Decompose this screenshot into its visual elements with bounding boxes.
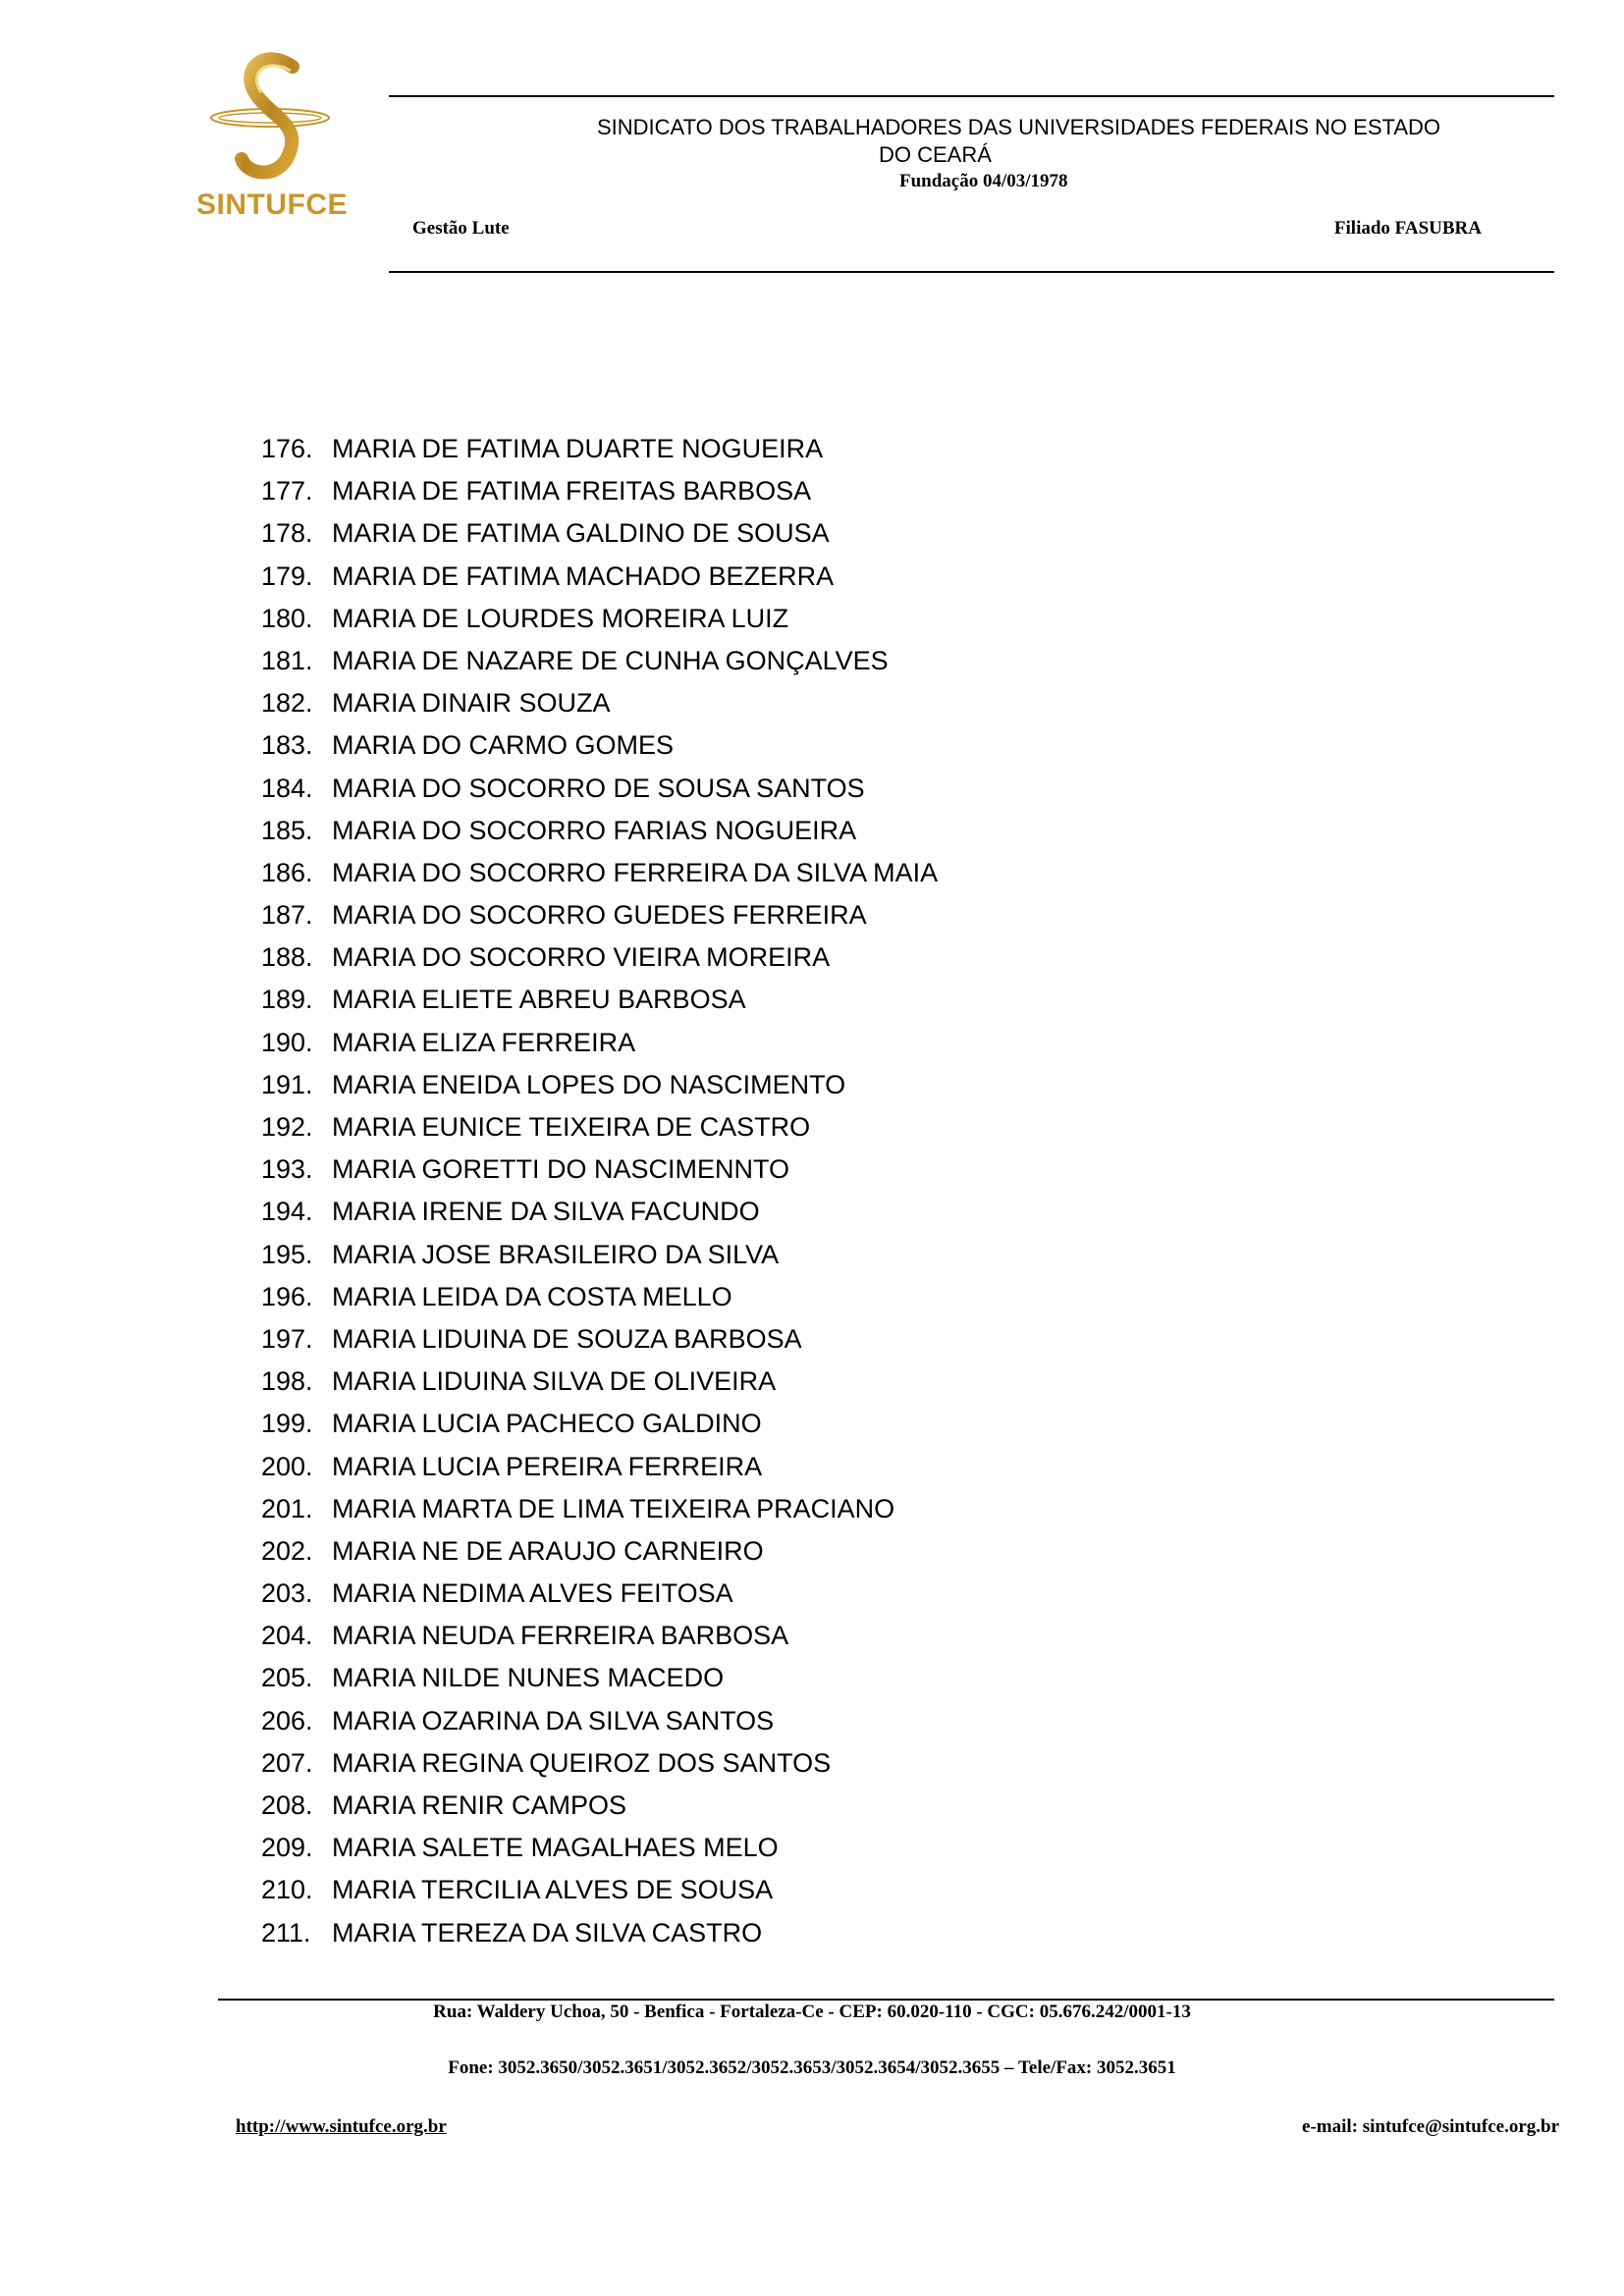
list-item-number: 204.: [261, 1621, 313, 1651]
list-item-name: MARIA LEIDA DA COSTA MELLO: [332, 1281, 732, 1311]
list-item: [261, 598, 938, 640]
list-item-number: 177.: [261, 476, 313, 507]
list-item-number: 211.: [261, 1917, 311, 1948]
list-item-name: MARIA LIDUINA DE SOUZA BARBOSA: [332, 1323, 802, 1354]
list-item-number: 187.: [261, 900, 313, 931]
footer-address: Rua: Waldery Uchoa, 50 - Benfica - Fortaleza-Ce - CEP: 60.020-110 - CGC: 05.676.242/0001-13: [433, 2002, 1191, 2022]
list-item: [261, 810, 938, 852]
list-item-number: 192.: [261, 1112, 313, 1142]
list-item: [261, 1869, 938, 1911]
list-item-name: MARIA NEUDA FERREIRA BARBOSA: [332, 1621, 789, 1651]
founded-date: Fundação 04/03/1978: [899, 171, 1068, 191]
list-item: [261, 1657, 938, 1699]
list-item-number: 199.: [261, 1409, 313, 1439]
list-item-number: 186.: [261, 857, 313, 887]
list-item: [261, 1573, 938, 1615]
list-item-name: MARIA GORETTI DO NASCIMENNTO: [332, 1154, 790, 1185]
list-item-name: MARIA DE FATIMA MACHADO BEZERRA: [332, 561, 835, 591]
list-item-name: MARIA TEREZA DA SILVA CASTRO: [332, 1917, 763, 1948]
list-item: [261, 1446, 938, 1488]
list-item: [261, 894, 938, 936]
list-item-name: MARIA ELIZA FERREIRA: [332, 1027, 636, 1057]
list-item-number: 196.: [261, 1281, 313, 1311]
list-item-number: 202.: [261, 1535, 313, 1566]
list-item-name: MARIA MARTA DE LIMA TEIXEIRA PRACIANO: [332, 1493, 895, 1523]
list-item: [261, 768, 938, 810]
list-item-number: 194.: [261, 1197, 313, 1227]
list-item-name: MARIA OZARINA DA SILVA SANTOS: [332, 1705, 775, 1735]
list-item-name: MARIA DO SOCORRO GUEDES FERREIRA: [332, 900, 867, 931]
footer-rule: [218, 1999, 1554, 2001]
list-item-name: MARIA LIDUINA SILVA DE OLIVEIRA: [332, 1366, 777, 1397]
list-item: [261, 1700, 938, 1742]
org-name-line2: DO CEARÁ: [879, 142, 992, 167]
list-item-number: 206.: [261, 1705, 313, 1735]
logo-s-emblem-icon: [196, 49, 344, 187]
list-item: [261, 1361, 938, 1403]
list-item: [261, 1615, 938, 1657]
list-item: [261, 1318, 938, 1361]
list-item: [261, 556, 938, 598]
list-item: [261, 640, 938, 682]
list-item-name: MARIA NILDE NUNES MACEDO: [332, 1663, 725, 1693]
list-item-number: 188.: [261, 942, 313, 973]
list-item-number: 181.: [261, 645, 313, 675]
list-item-name: MARIA NE DE ARAUJO CARNEIRO: [332, 1535, 764, 1566]
list-item-number: 182.: [261, 688, 313, 719]
list-item: [261, 1148, 938, 1191]
list-item-name: MARIA ENEIDA LOPES DO NASCIMENTO: [332, 1069, 846, 1099]
list-item-name: MARIA TERCILIA ALVES DE SOUSA: [332, 1875, 774, 1905]
list-item-name: MARIA DE NAZARE DE CUNHA GONÇALVES: [332, 645, 889, 675]
list-item-name: MARIA SALETE MAGALHAES MELO: [332, 1833, 779, 1863]
logo-wordmark: SINTUFCE: [196, 188, 348, 221]
list-item: [261, 1530, 938, 1573]
list-item-name: MARIA DO SOCORRO FARIAS NOGUEIRA: [332, 815, 857, 845]
list-item-number: 205.: [261, 1663, 313, 1693]
list-item: [261, 1403, 938, 1445]
list-item-number: 184.: [261, 773, 313, 803]
list-item-name: MARIA REGINA QUEIROZ DOS SANTOS: [332, 1747, 832, 1778]
list-item-number: 191.: [261, 1069, 313, 1099]
list-item-name: MARIA IRENE DA SILVA FACUNDO: [332, 1197, 760, 1227]
list-item: [261, 936, 938, 979]
list-item-name: MARIA LUCIA PEREIRA FERREIRA: [332, 1451, 763, 1481]
list-item-number: 209.: [261, 1833, 313, 1863]
list-item-name: MARIA EUNICE TEIXEIRA DE CASTRO: [332, 1112, 811, 1142]
list-item-number: 203.: [261, 1578, 313, 1609]
list-item-number: 195.: [261, 1239, 313, 1269]
list-item: [261, 1827, 938, 1869]
list-item-number: 198.: [261, 1366, 313, 1397]
list-item: [261, 1785, 938, 1827]
list-item-name: MARIA ELIETE ABREU BARBOSA: [332, 985, 746, 1015]
list-item-name: MARIA LUCIA PACHECO GALDINO: [332, 1409, 762, 1439]
list-item-number: 197.: [261, 1323, 313, 1354]
org-name-line1: SINDICATO DOS TRABALHADORES DAS UNIVERSIDADES FEDERAIS NO ESTADO: [597, 115, 1440, 139]
list-item-number: 189.: [261, 985, 313, 1015]
list-item-number: 183.: [261, 730, 313, 761]
list-item: [261, 428, 938, 470]
list-item-name: MARIA DE FATIMA DUARTE NOGUEIRA: [332, 434, 824, 463]
list-item: [261, 1234, 938, 1276]
list-item-number: 185.: [261, 815, 313, 845]
list-item: [261, 979, 938, 1021]
list-item-number: 176.: [261, 434, 313, 463]
list-item: [261, 1022, 938, 1064]
list-item-number: 193.: [261, 1154, 313, 1185]
list-item-name: MARIA DO SOCORRO DE SOUSA SANTOS: [332, 773, 865, 803]
list-item-number: 178.: [261, 518, 313, 549]
list-item: [261, 470, 938, 512]
sintufce-logo: [196, 49, 348, 226]
website-link[interactable]: http://www.sintufce.org.br: [236, 2116, 447, 2137]
affiliation-label: Filiado FASUBRA: [1333, 218, 1482, 239]
list-item: [261, 512, 938, 555]
list-item-name: MARIA DE FATIMA FREITAS BARBOSA: [332, 476, 812, 507]
list-item-number: 190.: [261, 1027, 313, 1057]
list-item: [261, 1742, 938, 1785]
list-item-name: MARIA DE FATIMA GALDINO DE SOUSA: [332, 518, 830, 549]
header-top-rule: [389, 95, 1554, 97]
list-item-number: 201.: [261, 1493, 313, 1523]
header-bottom-rule: [389, 271, 1554, 273]
list-item-number: 200.: [261, 1451, 313, 1481]
list-item-number: 179.: [261, 561, 313, 591]
member-list: [261, 428, 938, 1954]
list-item-name: MARIA JOSE BRASILEIRO DA SILVA: [332, 1239, 780, 1269]
list-item-name: MARIA DO SOCORRO FERREIRA DA SILVA MAIA: [332, 857, 939, 887]
list-item-number: 210.: [261, 1875, 313, 1905]
email-address: e-mail: sintufce@sintufce.org.br: [1302, 2116, 1559, 2137]
list-item-name: MARIA DINAIR SOUZA: [332, 688, 611, 719]
list-item-number: 208.: [261, 1790, 313, 1820]
list-item: [261, 852, 938, 894]
list-item-name: MARIA DO CARMO GOMES: [332, 730, 675, 761]
list-item: [261, 1064, 938, 1106]
management-label: Gestão Lute: [412, 218, 510, 239]
list-item: [261, 1191, 938, 1233]
list-item: [261, 1912, 938, 1954]
list-item-name: MARIA RENIR CAMPOS: [332, 1790, 627, 1820]
list-item-name: MARIA DE LOURDES MOREIRA LUIZ: [332, 603, 789, 633]
footer-phones: Fone: 3052.3650/3052.3651/3052.3652/3052.3653/3052.3654/3052.3655 – Tele/Fax: 3052.3651: [448, 2057, 1176, 2078]
list-item-name: MARIA NEDIMA ALVES FEITOSA: [332, 1578, 733, 1609]
list-item: [261, 682, 938, 724]
list-item-number: 207.: [261, 1747, 313, 1778]
list-item: [261, 724, 938, 767]
list-item: [261, 1488, 938, 1530]
list-item-number: 180.: [261, 603, 313, 633]
list-item-name: MARIA DO SOCORRO VIEIRA MOREIRA: [332, 942, 831, 973]
list-item: [261, 1276, 938, 1318]
list-item: [261, 1106, 938, 1148]
